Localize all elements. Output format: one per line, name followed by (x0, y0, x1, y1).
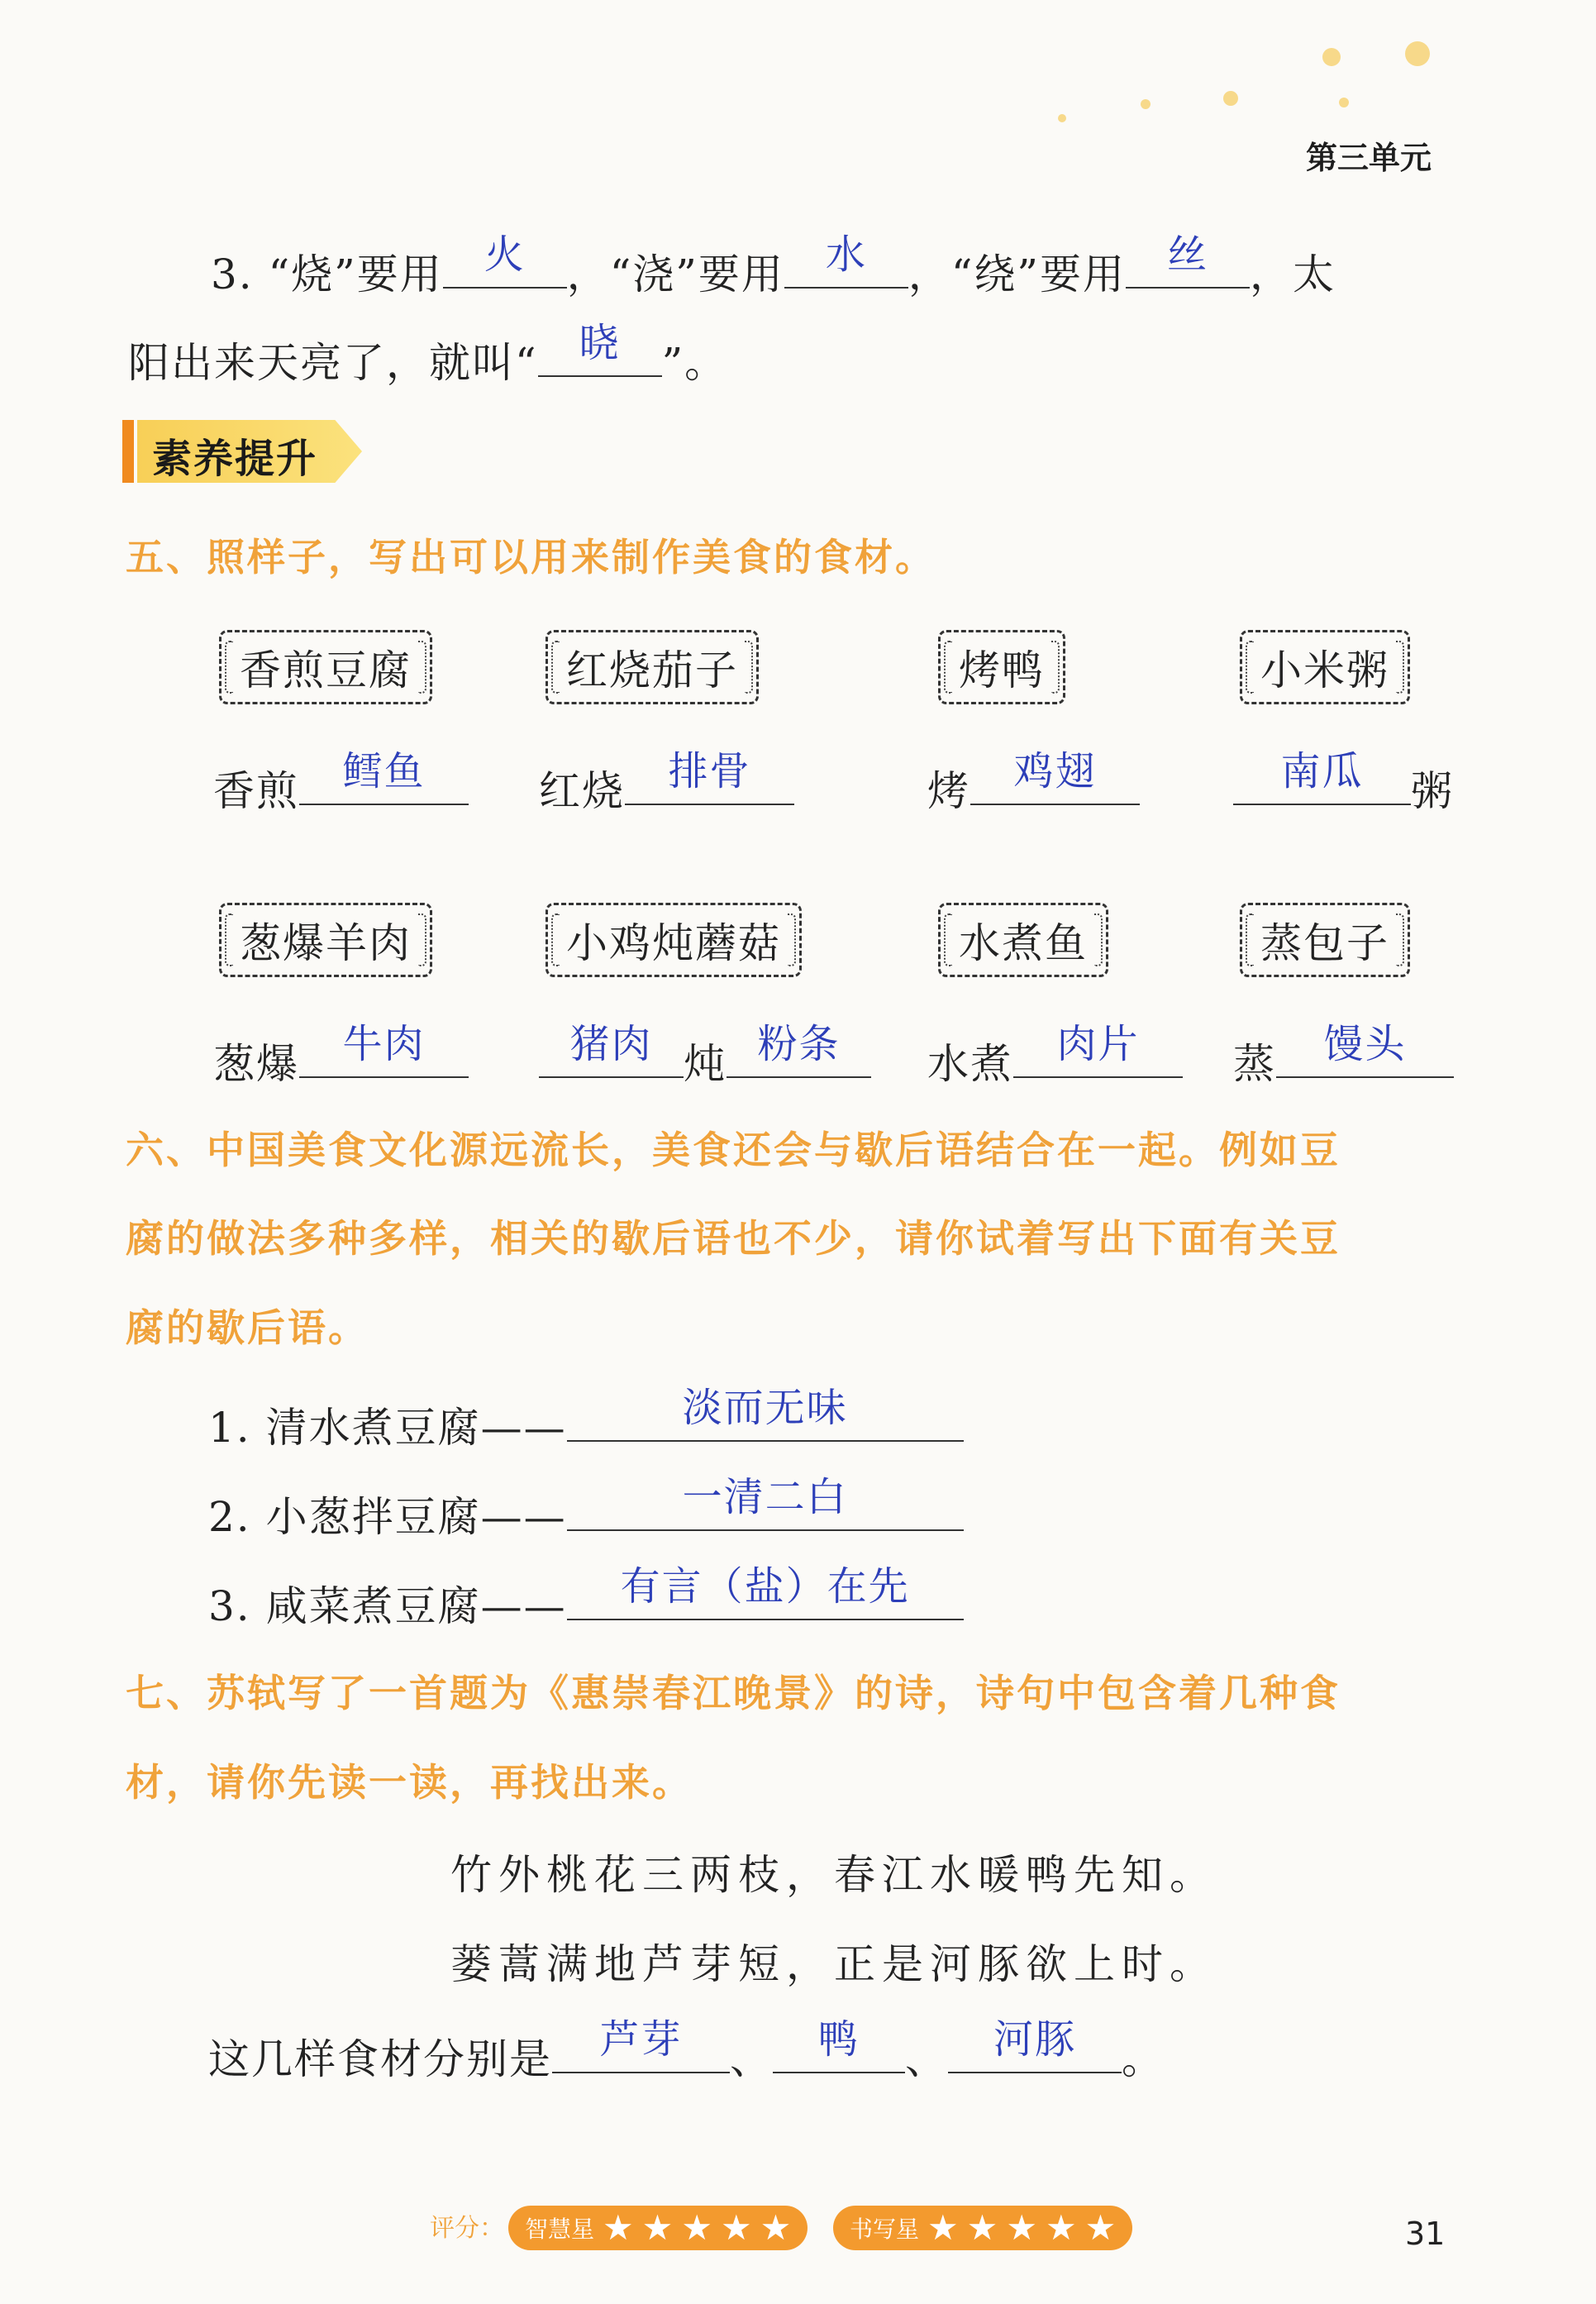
dish-tag: 红烧茄子 (545, 630, 759, 704)
page-number: 31 (1405, 2216, 1446, 2252)
answer-blank: 牛肉 (299, 1025, 469, 1078)
star-icon: ★ (603, 2207, 634, 2248)
answer-blank: 鸭 (773, 2020, 905, 2073)
dish-tag: 香煎豆腐 (219, 630, 432, 704)
q5-fill-1: 香煎 鳕鱼 (213, 752, 469, 818)
section-banner: 素养提升 (122, 420, 362, 483)
answer-blank: 鸡翅 (970, 752, 1140, 805)
answer-blank: 丝 (1126, 236, 1250, 289)
answer-blank: 火 (443, 236, 567, 289)
q6-item-1: 1. 清水煮豆腐—— 淡而无味 (208, 1389, 964, 1454)
dish-tag: 蒸包子 (1240, 903, 1410, 977)
star-icon: ★ (760, 2207, 792, 2248)
q5-fill-6: 猪肉 炖 粉条 (539, 1025, 871, 1090)
q5-fill-2: 红烧 排骨 (539, 752, 794, 818)
answer-blank: 南瓜 (1233, 752, 1411, 805)
q5-fill-4: 南瓜 粥 (1233, 752, 1454, 818)
star-icon: ★ (927, 2207, 959, 2248)
answer-blank: 有言（盐）在先 (567, 1567, 964, 1620)
q5-title: 五、照样子，写出可以用来制作美食的食材。 (126, 535, 936, 580)
answer-blank: 排骨 (625, 752, 794, 805)
answer-blank: 水 (784, 236, 908, 289)
dish-tag: 葱爆羊肉 (219, 903, 432, 977)
star-icon: ★ (1084, 2207, 1117, 2248)
q6-item-3: 3. 咸菜煮豆腐—— 有言（盐）在先 (208, 1567, 964, 1633)
sparkle-decoration (1223, 91, 1238, 106)
q5-fill-3: 烤 鸡翅 (927, 752, 1140, 818)
answer-blank: 河豚 (948, 2020, 1122, 2073)
poem-line-1: 竹外桃花三两枝，春江水暖鸭先知。 (450, 1851, 1217, 1899)
dish-tag: 小米粥 (1240, 630, 1410, 704)
q7-title-line1: 七、苏轼写了一首题为《惠崇春江晚景》的诗，诗句中包含着几种食 (126, 1671, 1341, 1715)
q4-item3-line2: 阳出来天亮了，就叫“ 晓 ”。 (128, 320, 728, 387)
q7-answer-line: 这几样食材分别是 芦芽 、 鸭 、 河豚 。 (208, 2016, 1165, 2083)
sparkle-decoration (1322, 48, 1341, 66)
wisdom-star-rating: 智慧星 ★ ★ ★ ★ ★ (508, 2206, 808, 2250)
q6-title-line1: 六、中国美食文化源远流长，美食还会与歇后语结合在一起。例如豆 (126, 1128, 1341, 1172)
q5-fill-8: 蒸 馒头 (1233, 1025, 1454, 1090)
sparkle-decoration (1339, 98, 1349, 107)
dish-tag: 水煮鱼 (938, 903, 1108, 977)
answer-blank: 鳕鱼 (299, 752, 469, 805)
answer-blank: 猪肉 (539, 1025, 684, 1078)
q4-item3-line1: 3. “烧”要用 火 ，“浇”要用 水 ，“绕”要用 丝 ，太 (211, 231, 1336, 298)
star-icon: ★ (966, 2207, 998, 2248)
unit-title: 第三单元 (1306, 140, 1432, 176)
sparkle-decoration (1405, 41, 1430, 66)
answer-blank: 粉条 (727, 1025, 871, 1078)
answer-blank: 一清二白 (567, 1478, 964, 1531)
answer-blank: 晓 (538, 324, 662, 377)
q7-title-line2: 材，请你先读一读，再找出来。 (126, 1760, 693, 1805)
poem-line-2: 蒌蒿满地芦芽短，正是河豚欲上时。 (450, 1940, 1217, 1988)
q5-fill-5: 葱爆 牛肉 (213, 1025, 469, 1090)
star-icon: ★ (1045, 2207, 1077, 2248)
writing-star-rating: 书写星 ★ ★ ★ ★ ★ (833, 2206, 1132, 2250)
answer-blank: 芦芽 (552, 2020, 730, 2073)
dish-tag: 烤鸭 (938, 630, 1065, 704)
answer-blank: 馒头 (1276, 1025, 1454, 1078)
star-icon: ★ (720, 2207, 752, 2248)
star-icon: ★ (641, 2207, 674, 2248)
score-label: 评分： (430, 2214, 504, 2243)
q5-fill-7: 水煮 肉片 (927, 1025, 1183, 1090)
q6-title-line2: 腐的做法多种多样，相关的歇后语也不少，请你试着写出下面有关豆 (126, 1216, 1341, 1261)
q6-title-line3: 腐的歇后语。 (126, 1305, 369, 1350)
sparkle-decoration (1141, 99, 1151, 109)
sparkle-decoration (1058, 114, 1066, 122)
answer-blank: 肉片 (1013, 1025, 1183, 1078)
answer-blank: 淡而无味 (567, 1389, 964, 1442)
q6-item-2: 2. 小葱拌豆腐—— 一清二白 (208, 1478, 964, 1543)
star-icon: ★ (681, 2207, 712, 2248)
dish-tag: 小鸡炖蘑菇 (545, 903, 802, 977)
star-icon: ★ (1006, 2207, 1037, 2248)
